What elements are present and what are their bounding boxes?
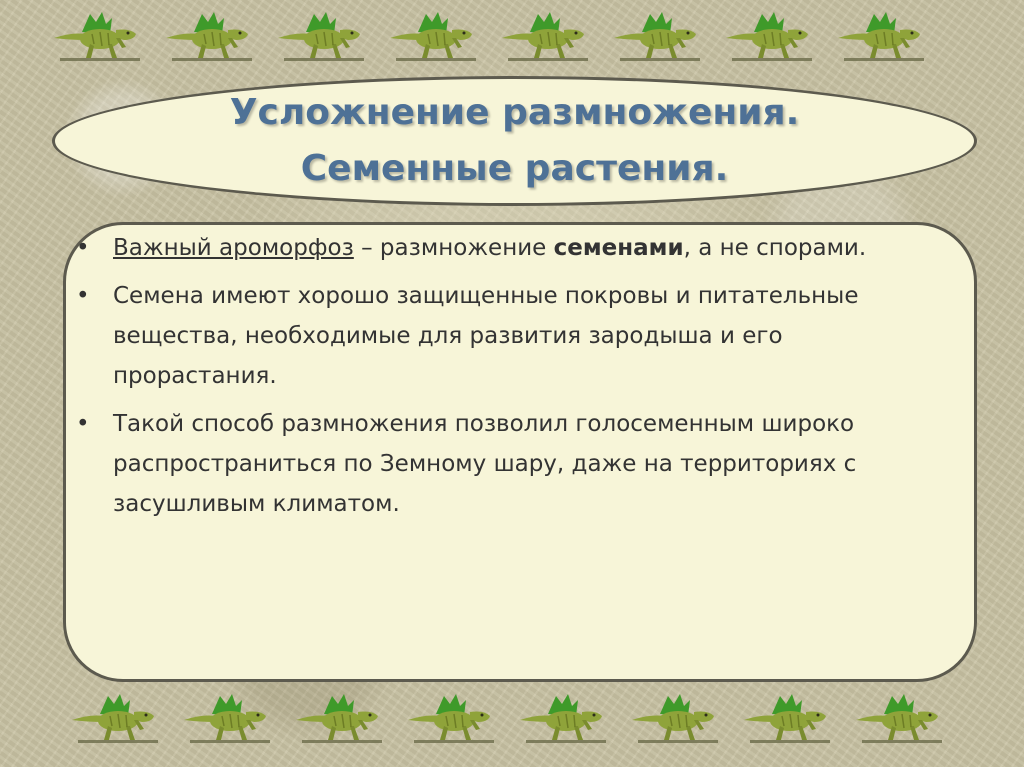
bullet-text: Семена имеют хорошо защищенные покровы и питательные вещества, необходимые для развития зародыша и его прорастания. (113, 283, 859, 389)
dinosaur-icon (630, 690, 726, 748)
bold-term: семенами (553, 235, 684, 261)
bullet-item-seeds (76, 276, 936, 396)
dinosaur-icon (724, 8, 820, 66)
bullet-dot: • (76, 235, 90, 261)
bullet-dot: • (76, 283, 90, 309)
dinosaur-icon (52, 8, 148, 66)
dinosaur-icon (612, 8, 708, 66)
dinosaur-icon (70, 690, 166, 748)
bullet-text: – размножение (353, 235, 554, 261)
dinosaur-icon (276, 8, 372, 66)
title-line-2: Семенные растения. (300, 148, 729, 189)
dinosaur-icon (164, 8, 260, 66)
title-line-1: Усложнение размножения. (229, 92, 800, 133)
bullet-text: , а не спорами. (683, 235, 867, 261)
bottom-dinosaur-border (0, 690, 1024, 750)
top-dinosaur-border (0, 8, 1024, 68)
dinosaur-icon (388, 8, 484, 66)
dinosaur-icon (182, 690, 278, 748)
key-term: Важный ароморфоз (113, 235, 354, 261)
bullet-dot: • (76, 411, 90, 437)
dinosaur-icon (854, 690, 950, 748)
dinosaur-icon (836, 8, 932, 66)
bullet-list (76, 228, 936, 532)
bullet-item-spread (76, 404, 936, 524)
dinosaur-icon (406, 690, 502, 748)
dinosaur-icon (518, 690, 614, 748)
slide-title (52, 80, 977, 202)
dinosaur-icon (294, 690, 390, 748)
bullet-item-aromorphosis (76, 228, 936, 268)
dinosaur-icon (742, 690, 838, 748)
bullet-text: Такой способ размножения позволил голосеменным широко распространиться по Земному шару, даже на территориях с засушливым климатом. (113, 411, 857, 517)
dinosaur-icon (500, 8, 596, 66)
